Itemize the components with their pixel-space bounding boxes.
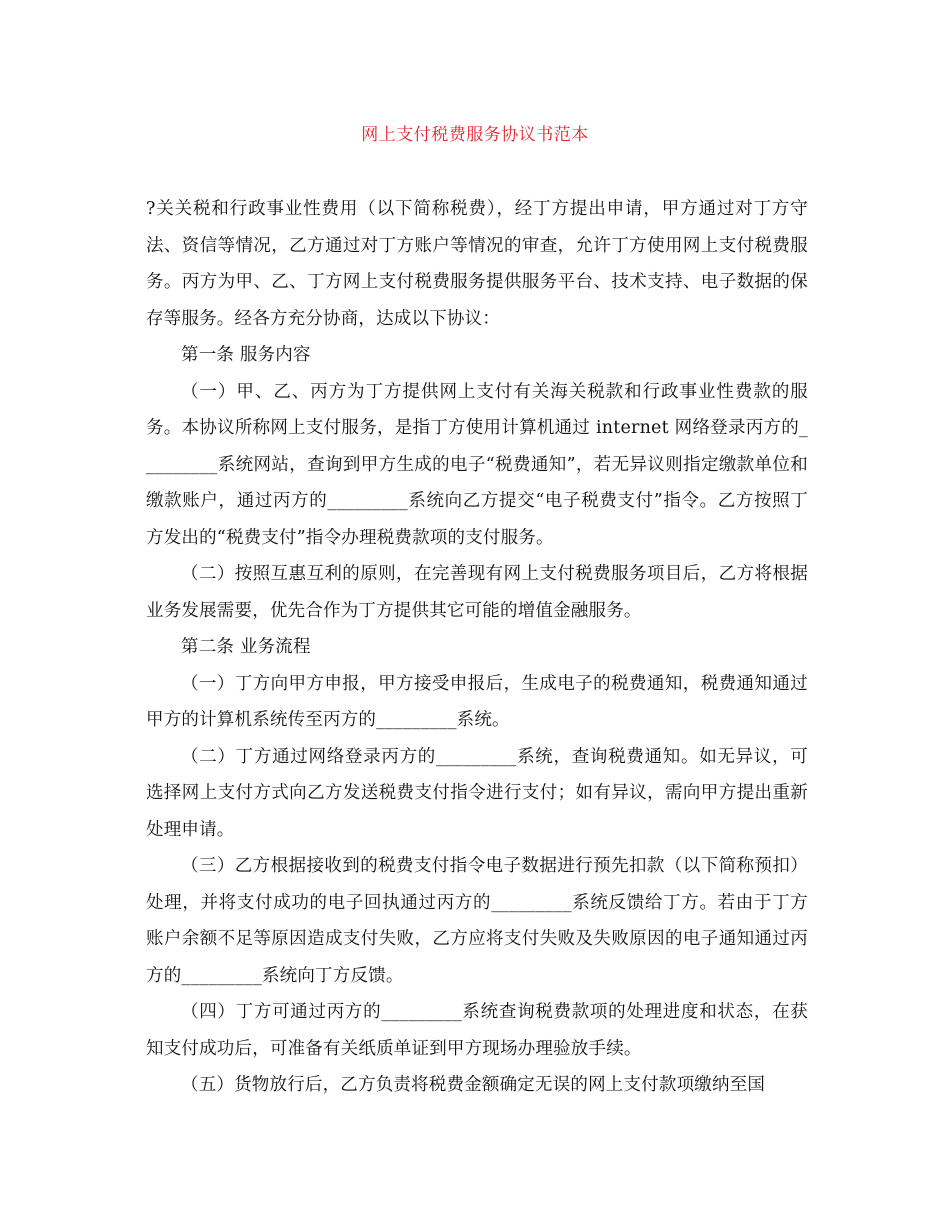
intro-paragraph: ?关关税和行政事业性费用（以下简称税费），经丁方提出申请，甲方通过对丁方守法、资信等情况，乙方通过对丁方账户等情况的审查，允许丁方使用网上支付税费服务。丙方为甲、乙、丁方网上支付税费服务提供服务平台、技术支持、电子数据的保存等服务。经各方充分协商，达成以下协议： [146,199,808,329]
article-2-clause-4: （四）丁方可通过丙方的_________系统查询税费款项的处理进度和状态，在获知支付成功后，可准备有关纸质单证到甲方现场办理验放手续。 [146,1002,808,1059]
document-body [146,191,808,1104]
article-2-heading: 第二条 业务流程 [181,637,311,657]
article-1-heading: 第一条 服务内容 [181,345,311,365]
article-2-clause-2: （二）丁方通过网络登录丙方的_________系统，查询税费通知。如无异议，可选择网上支付方式向乙方发送税费支付指令进行支付；如有异议，需向甲方提出重新处理申请。 [146,746,808,840]
article-2-clause-3: （三）乙方根据接收到的税费支付指令电子数据进行预先扣款（以下简称预扣）处理，并将支付成功的电子回执通过丙方的_________系统反馈给丁方。若由于丁方账户余额不足等原因造成支付失败，乙方应将支付失败及失败原因的电子通知通过丙方的_________系统向丁方反馈。 [146,856,808,986]
article-1-clause-1: （一）甲、乙、丙方为丁方提供网上支付有关海关税款和行政事业性费款的服务。本协议所称网上支付服务，是指丁方使用计算机通过 internet 网络登录丙方的_________系统网站，查询到甲方生成的电子“税费通知”，若无异议则指定缴款单位和缴款账户，通过丙方的_________系统向乙方提交“电子税费支付”指令。乙方按照丁方发出的“税费支付”指令办理税费款项的支付服务。 [146,381,808,548]
article-1-clause-2: （二）按照互惠互利的原则，在完善现有网上支付税费服务项目后，乙方将根据业务发展需要，优先合作为丁方提供其它可能的增值金融服务。 [146,564,808,621]
document-title: 网上支付税费服务协议书范本 [361,125,589,145]
article-2-clause-5: （五）货物放行后，乙方负责将税费金额确定无误的网上支付款项缴纳至国 [181,1075,766,1095]
article-2-clause-1: （一）丁方向甲方申报，甲方接受申报后，生成电子的税费通知，税费通知通过甲方的计算机系统传至丙方的_________系统。 [146,673,808,730]
